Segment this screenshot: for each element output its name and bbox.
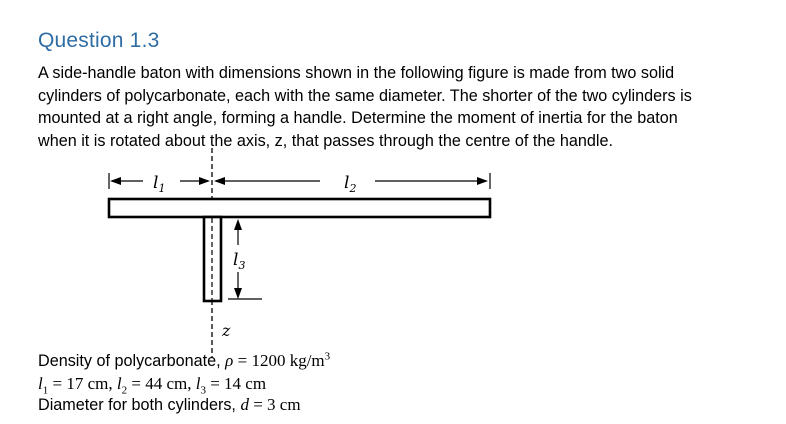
l3-arrowhead-bottom: [234, 288, 242, 299]
l2-label: $l_2$: [344, 173, 357, 195]
diameter-row: [38, 394, 330, 417]
d-symbol: d: [240, 395, 249, 414]
l2-symbol: l: [116, 373, 122, 393]
density-equation: ρ = 1200 $kg/m^3$: [225, 350, 331, 370]
l3-label: $l_3$: [233, 250, 246, 272]
question-line: mounted at a right angle, forming a handle. Determine the moment of inertia for the baton: [38, 109, 678, 127]
question-line: A side-handle baton with dimensions shown in the following figure is made from two solid: [38, 64, 675, 82]
z-axis-label: z: [222, 321, 231, 340]
l2-arrowhead-left: [214, 177, 225, 185]
density-label: Density of polycarbonate,: [38, 352, 226, 370]
diameter-value: 3 cm: [267, 395, 301, 414]
l3-value: 14 cm: [224, 373, 267, 393]
main-cylinder: [109, 199, 490, 217]
l1-arrowhead-left: [110, 177, 121, 185]
l1-subscript: 1: [42, 383, 49, 396]
question-line: when it is rotated about the axis, z, that passes through the centre of the handle.: [38, 131, 614, 150]
l1-arrowhead-right: [199, 177, 210, 185]
l3-subscript: 3: [200, 383, 206, 396]
question-title: Question 1.3: [38, 29, 160, 52]
lengths-row: $l_1 = 17$ cm, $l_2 = 44$ cm, $l_3 = 14$ cm: [38, 373, 267, 396]
given-data: [38, 350, 330, 417]
handle-cylinder: [204, 217, 221, 301]
l3-arrowhead-top: [234, 219, 242, 230]
density-row: [38, 350, 330, 373]
density-value: 1200 kg/m: [251, 351, 325, 370]
question-line: cylinders of polycarbonate, each with the same diameter. The shorter of the two cylinders is: [38, 86, 692, 105]
l2-subscript: 2: [121, 383, 128, 396]
l1-label: $l_1$: [153, 173, 166, 195]
l2-arrowhead-right: [477, 177, 488, 185]
l2-value: 44 cm,: [145, 373, 192, 393]
l1-value: 17 cm,: [66, 373, 113, 393]
diameter-label: Diameter for both cylinders,: [38, 396, 241, 414]
rho-symbol: ρ: [225, 351, 234, 370]
l1-symbol: l: [38, 373, 43, 393]
diameter-equation: d = 3 cm: [240, 395, 301, 414]
density-exponent: 3: [324, 350, 331, 363]
l3-symbol: l: [195, 373, 201, 393]
question-text: [38, 62, 758, 152]
